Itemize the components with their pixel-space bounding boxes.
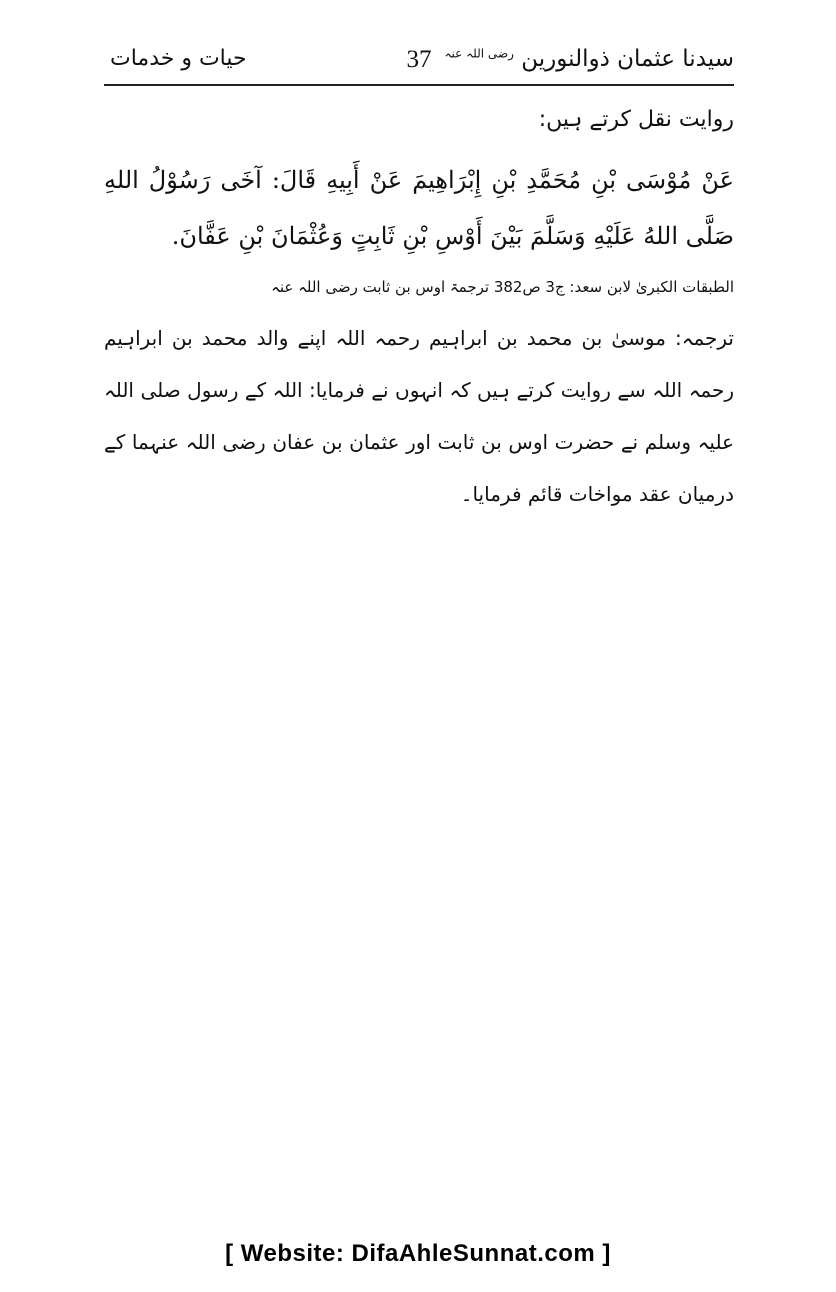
honorific: رضی اللہ عنہ: [444, 46, 514, 61]
hadith-reference: الطبقات الکبریٰ لابن سعد: ج3 ص382 ترجمۃ اوس بن ثابت رضی اللہ عنہ: [271, 278, 734, 296]
book-title: سیدنا عثمان ذوالنورین: [521, 46, 734, 72]
section-title: حیات و خدمات: [110, 46, 247, 71]
page-content: [104, 100, 734, 520]
arabic-hadith-text: عَنْ مُوْسَى بْنِ مُحَمَّدِ بْنِ إِبْرَاهِيمَ عَنْ أَبِيهِ قَالَ: آخَى رَسُوْلُ اللهِ صَلَّى اللهُ عَلَيْهِ وَسَلَّمَ بَيْنَ أَوْسِ بْنِ ثَابِتٍ وَعُثْمَانَ بْنِ عَفَّانَ.: [104, 166, 734, 250]
urdu-translation: ترجمہ: موسیٰ بن محمد بن ابراہیم رحمہ اللہ اپنے والد محمد بن ابراہیم رحمہ اللہ سے روایت کرتے ہیں کہ انہوں نے فرمایا: اللہ کے رسول صلی اللہ علیہ وسلم نے حضرت اوس بن ثابت اور عثمان بن عفان رضی اللہ عنہما کے درمیان عقد مواخات قائم فرمایا۔: [104, 326, 734, 506]
page-number: 37: [406, 46, 432, 73]
page-header: [104, 40, 734, 86]
website-footer: [ Website: DifaAhleSunnat.com ]: [225, 1240, 611, 1267]
intro-line: روایت نقل کرتے ہیں:: [538, 107, 734, 132]
